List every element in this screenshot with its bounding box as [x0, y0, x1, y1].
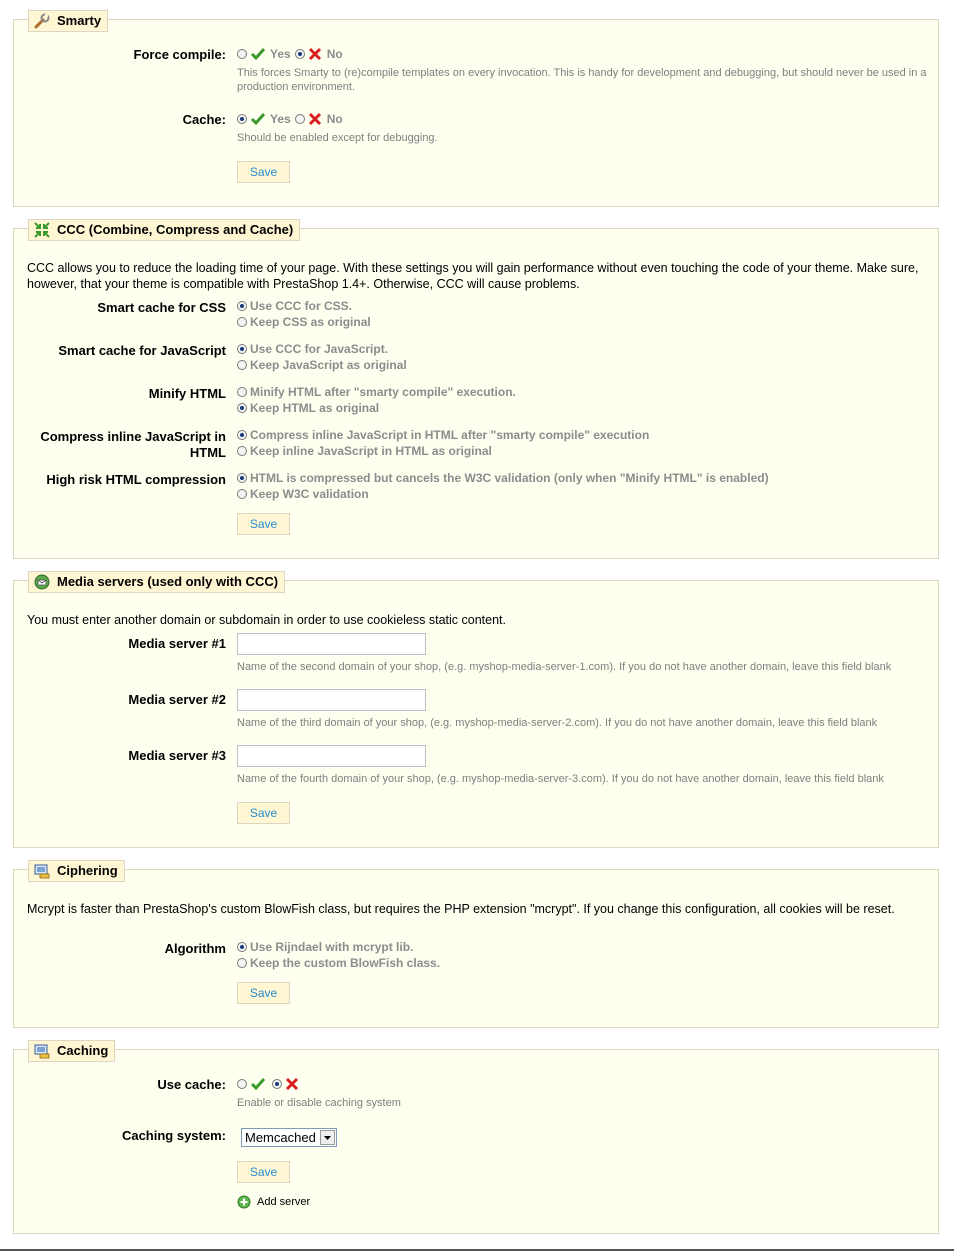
- cross-icon: [285, 1077, 299, 1091]
- ccc-legend: [28, 219, 300, 241]
- css-label: Smart cache for CSS: [97, 300, 226, 315]
- js-label: Smart cache for JavaScript: [58, 343, 226, 358]
- minify-opt2-label: Keep HTML as original: [250, 401, 380, 415]
- media-server-3-hint: Name of the fourth domain of your shop, (e.g. myshop-media-server-3.com). If you do not have another domain, leave this field blank: [237, 773, 884, 785]
- cache-yes-radio[interactable]: [237, 114, 247, 124]
- inline-js-opt2-radio[interactable]: [237, 446, 247, 456]
- media-server-2-label: Media server #2: [128, 692, 226, 707]
- minify-opt2-radio[interactable]: [237, 403, 247, 413]
- js-opt1[interactable]: [237, 341, 388, 357]
- caching-legend: [28, 1040, 115, 1062]
- high-risk-opt1-radio[interactable]: [237, 473, 247, 483]
- chevron-down-icon[interactable]: [320, 1130, 335, 1145]
- force-compile-control: [237, 46, 343, 62]
- ccc-save-button[interactable]: Save: [237, 513, 290, 535]
- media-server-1-input[interactable]: [237, 633, 426, 655]
- smarty-panel: [13, 13, 939, 207]
- js-opt2[interactable]: [237, 357, 407, 373]
- minify-opt2[interactable]: [237, 400, 379, 416]
- caching-panel: [13, 1043, 939, 1234]
- use-cache-label: Use cache:: [157, 1077, 226, 1092]
- cache-no-label: No: [326, 112, 343, 126]
- inline-js-opt2[interactable]: [237, 443, 492, 459]
- cache-control: [237, 111, 343, 127]
- algorithm-opt2[interactable]: [237, 955, 440, 971]
- ciphering-panel: [13, 863, 939, 1028]
- media-title: Media servers (used only with CCC): [57, 574, 279, 589]
- caching-title: Caching: [57, 1043, 109, 1058]
- check-icon: [250, 112, 266, 126]
- add-server-label: Add server: [257, 1196, 311, 1208]
- css-opt1-radio[interactable]: [237, 301, 247, 311]
- media-server-3-input[interactable]: [237, 745, 426, 767]
- css-opt2-label: Keep CSS as original: [250, 315, 371, 329]
- media-server-3-label: Media server #3: [128, 748, 226, 763]
- media-save-button[interactable]: Save: [237, 802, 290, 824]
- algorithm-opt1-radio[interactable]: [237, 942, 247, 952]
- media-intro: You must enter another domain or subdomain in order to use cookieless static content.: [27, 613, 506, 627]
- force-compile-yes-radio[interactable]: [237, 49, 247, 59]
- algorithm-opt1[interactable]: [237, 939, 413, 955]
- high-risk-opt2-radio[interactable]: [237, 489, 247, 499]
- check-icon: [250, 47, 266, 61]
- css-opt1[interactable]: [237, 298, 352, 314]
- algorithm-opt1-label: Use Rijndael with mcrypt lib.: [250, 940, 414, 954]
- ciphering-intro: Mcrypt is faster than PrestaShop's custom BlowFish class, but requires the PHP extension "mcrypt". If you change this configuration, all cookies will be reset.: [27, 902, 895, 916]
- css-opt2[interactable]: [237, 314, 371, 330]
- ccc-intro: CCC allows you to reduce the loading time of your page. With these settings you will gain performance without even touching the code of your theme. Make sure, however, that your theme is compatible with PrestaShop 1.4+. Otherwise, CCC will cause problems.: [27, 261, 919, 291]
- caching-system-select[interactable]: [241, 1128, 337, 1147]
- smarty-legend: [28, 10, 108, 32]
- inline-js-opt1[interactable]: [237, 427, 649, 443]
- caching-system-label: Caching system:: [121, 1128, 226, 1143]
- check-icon: [250, 1077, 266, 1091]
- js-opt2-label: Keep JavaScript as original: [250, 358, 407, 372]
- high-risk-opt2[interactable]: [237, 486, 369, 502]
- inline-js-opt1-radio[interactable]: [237, 430, 247, 440]
- algorithm-opt2-radio[interactable]: [237, 958, 247, 968]
- minify-opt1-radio[interactable]: [237, 387, 247, 397]
- minify-opt1-label: Minify HTML after "smarty compile" execution.: [250, 385, 516, 399]
- media-server-1-label: Media server #1: [128, 636, 226, 651]
- wrench-icon: [33, 12, 51, 30]
- use-cache-yes-radio[interactable]: [237, 1079, 247, 1089]
- force-compile-no-label: No: [326, 47, 343, 61]
- page-bottom-divider: [0, 1249, 954, 1251]
- media-legend: [28, 571, 285, 593]
- js-opt2-radio[interactable]: [237, 360, 247, 370]
- add-server-icon: [237, 1195, 251, 1209]
- minify-opt1[interactable]: [237, 384, 516, 400]
- force-compile-hint: This forces Smarty to (re)compile templates on every invocation. This is handy for development and debugging, but should never be used in a production environment.: [237, 67, 927, 93]
- smarty-title: Smarty: [57, 13, 102, 28]
- ciphering-save-button[interactable]: Save: [237, 982, 290, 1004]
- media-server-icon: [33, 573, 51, 591]
- force-compile-label: Force compile:: [133, 47, 226, 62]
- algorithm-label: Algorithm: [164, 941, 226, 956]
- add-server-link[interactable]: [237, 1195, 310, 1209]
- ccc-title: CCC (Combine, Compress and Cache): [57, 222, 294, 237]
- minify-label: Minify HTML: [148, 386, 226, 401]
- high-risk-opt2-label: Keep W3C validation: [250, 487, 369, 501]
- smarty-save-button[interactable]: Save: [237, 161, 290, 183]
- high-risk-label: High risk HTML compression: [46, 472, 226, 487]
- js-opt1-radio[interactable]: [237, 344, 247, 354]
- algorithm-opt2-label: Keep the custom BlowFish class.: [250, 956, 441, 970]
- cache-no-radio[interactable]: [295, 114, 305, 124]
- media-server-2-input[interactable]: [237, 689, 426, 711]
- ccc-panel: [13, 222, 939, 559]
- inline-js-opt1-label: Compress inline JavaScript in HTML after "smarty compile" execution: [250, 428, 650, 442]
- caching-icon: [33, 1042, 51, 1060]
- use-cache-control: [237, 1076, 304, 1092]
- ciphering-legend: [28, 860, 125, 882]
- cache-hint: Should be enabled except for debugging.: [237, 132, 438, 144]
- inline-js-opt2-label: Keep inline JavaScript in HTML as original: [250, 444, 492, 458]
- cross-icon: [308, 47, 322, 61]
- css-opt1-label: Use CCC for CSS.: [250, 299, 353, 313]
- compress-icon: [33, 221, 51, 239]
- cache-yes-label: Yes: [270, 112, 291, 126]
- css-opt2-radio[interactable]: [237, 317, 247, 327]
- cache-label: Cache:: [182, 112, 226, 127]
- ciphering-title: Ciphering: [57, 863, 118, 878]
- cross-icon: [308, 112, 322, 126]
- inline-js-label: Compress inline JavaScript in HTML: [40, 429, 226, 460]
- js-opt1-label: Use CCC for JavaScript.: [250, 342, 389, 356]
- use-cache-hint: Enable or disable caching system: [237, 1097, 401, 1109]
- caching-system-value: Memcached: [245, 1130, 316, 1145]
- media-panel: [13, 574, 939, 848]
- use-cache-no-radio[interactable]: [272, 1079, 282, 1089]
- media-server-2-hint: Name of the third domain of your shop, (e.g. myshop-media-server-2.com). If you do not have another domain, leave this field blank: [237, 717, 878, 729]
- media-server-1-hint: Name of the second domain of your shop, (e.g. myshop-media-server-1.com). If you do not have another domain, leave this field blank: [237, 661, 892, 673]
- ciphering-icon: [33, 862, 51, 880]
- force-compile-yes-label: Yes: [270, 47, 291, 61]
- caching-save-button[interactable]: Save: [237, 1161, 290, 1183]
- force-compile-no-radio[interactable]: [295, 49, 305, 59]
- high-risk-opt1[interactable]: [237, 470, 769, 486]
- high-risk-opt1-label: HTML is compressed but cancels the W3C validation (only when "Minify HTML" is enabled): [250, 471, 769, 485]
